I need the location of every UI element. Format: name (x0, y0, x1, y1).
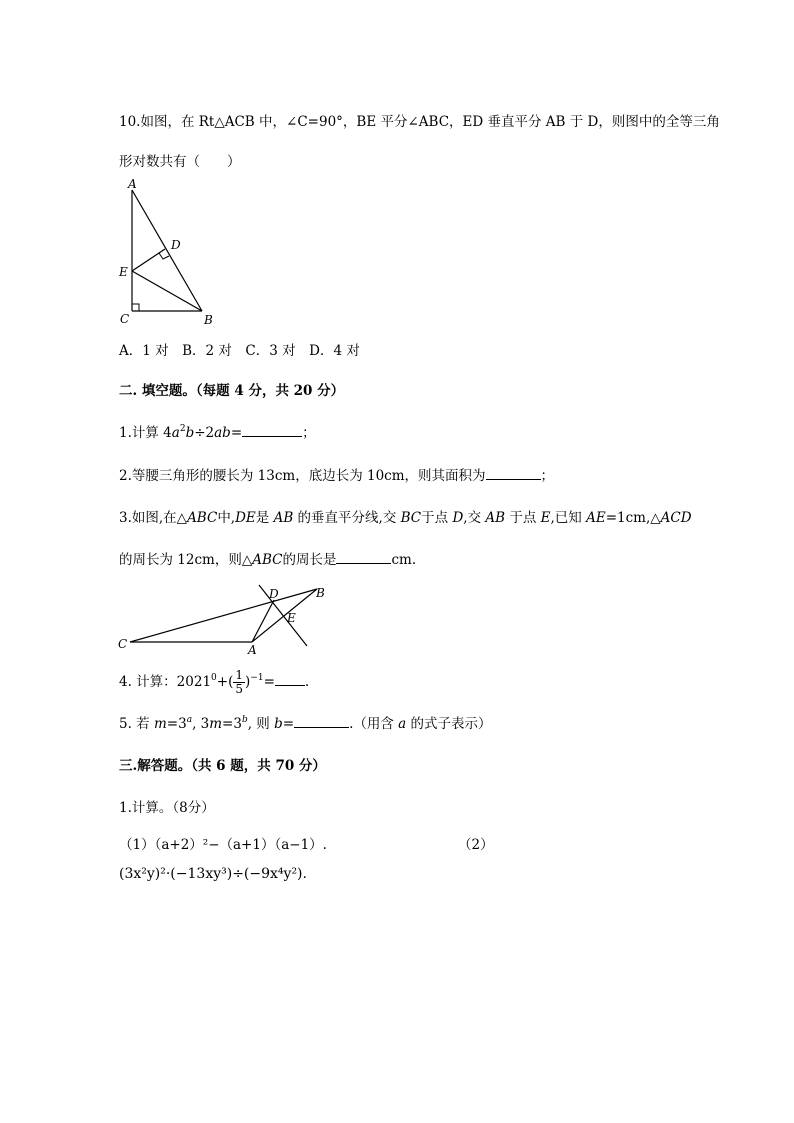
fill-question-3-line2: 的周长为 12cm，则△ABC的周长是 cm. (119, 552, 417, 568)
triangle-figure-q10 (110, 175, 230, 335)
answer-blank[interactable] (486, 467, 541, 480)
answer-blank[interactable] (336, 551, 391, 564)
solve-question-1-part2-expression: (3x²y)²·(−13xy³)÷(−9x⁴y²). (119, 866, 307, 882)
solve-question-1-title: 1.计算。（8分） (119, 800, 215, 816)
label-E: E (287, 611, 296, 625)
fill-question-2: 2.等腰三角形的腰长为 13cm，底边长为 10cm，则其面积为 ； (119, 468, 555, 484)
solve-question-1-part2-label: （2） (458, 837, 494, 853)
label-B: B (204, 313, 213, 327)
fraction: $\frac{1}{5}$ (235, 668, 243, 696)
label-C: C (118, 637, 128, 651)
answer-blank[interactable] (242, 424, 302, 437)
question-10-line1: 10.如图，在 Rt△ACB 中，∠C=90°，BE 平分∠ABC，ED 垂直平分 AB 于 D，则图中的全等三角 (119, 114, 720, 130)
label-A: A (128, 177, 137, 191)
label-D: D (269, 587, 279, 601)
fill-question-4: 4. 计算：$2021^0+$( $\frac{1}{5}$ )$^{-1}$= . (119, 668, 310, 696)
answer-blank[interactable] (275, 673, 305, 686)
fill-question-5: 5. 若 $m=3^a$, $3m=3^b$, 则 b= .（用含 a 的式子表示） (119, 715, 492, 732)
fill-question-3-line1: 3.如图,在△ABC中,DE是 AB 的垂直平分线,交 BC于点 D,交 AB 于点 E,已知 AE=1cm,△ACD (119, 510, 692, 526)
section-3-title: 三.解答题。（共 6 题，共 70 分） (119, 758, 326, 774)
section-2-title: 二. 填空题。（每题 4 分，共 20 分） (119, 383, 345, 399)
question-10-line2: 形对数共有（ ） (119, 154, 241, 170)
question-10-options: A．1 对 B．2 对 C．3 对 D．4 对 (119, 343, 360, 359)
label-B: B (316, 586, 325, 600)
label-E: E (119, 265, 128, 279)
answer-blank[interactable] (294, 715, 349, 728)
solve-question-1-part1: （1）（a+2）²−（a+1）（a−1）. (119, 837, 327, 853)
label-A: A (248, 643, 257, 655)
fill-question-1: 1.计算 $4a^2b\div 2ab=$ ； (119, 424, 316, 441)
label-C: C (120, 312, 130, 326)
label-D: D (171, 238, 181, 252)
triangle-figure-q3 (112, 580, 342, 655)
